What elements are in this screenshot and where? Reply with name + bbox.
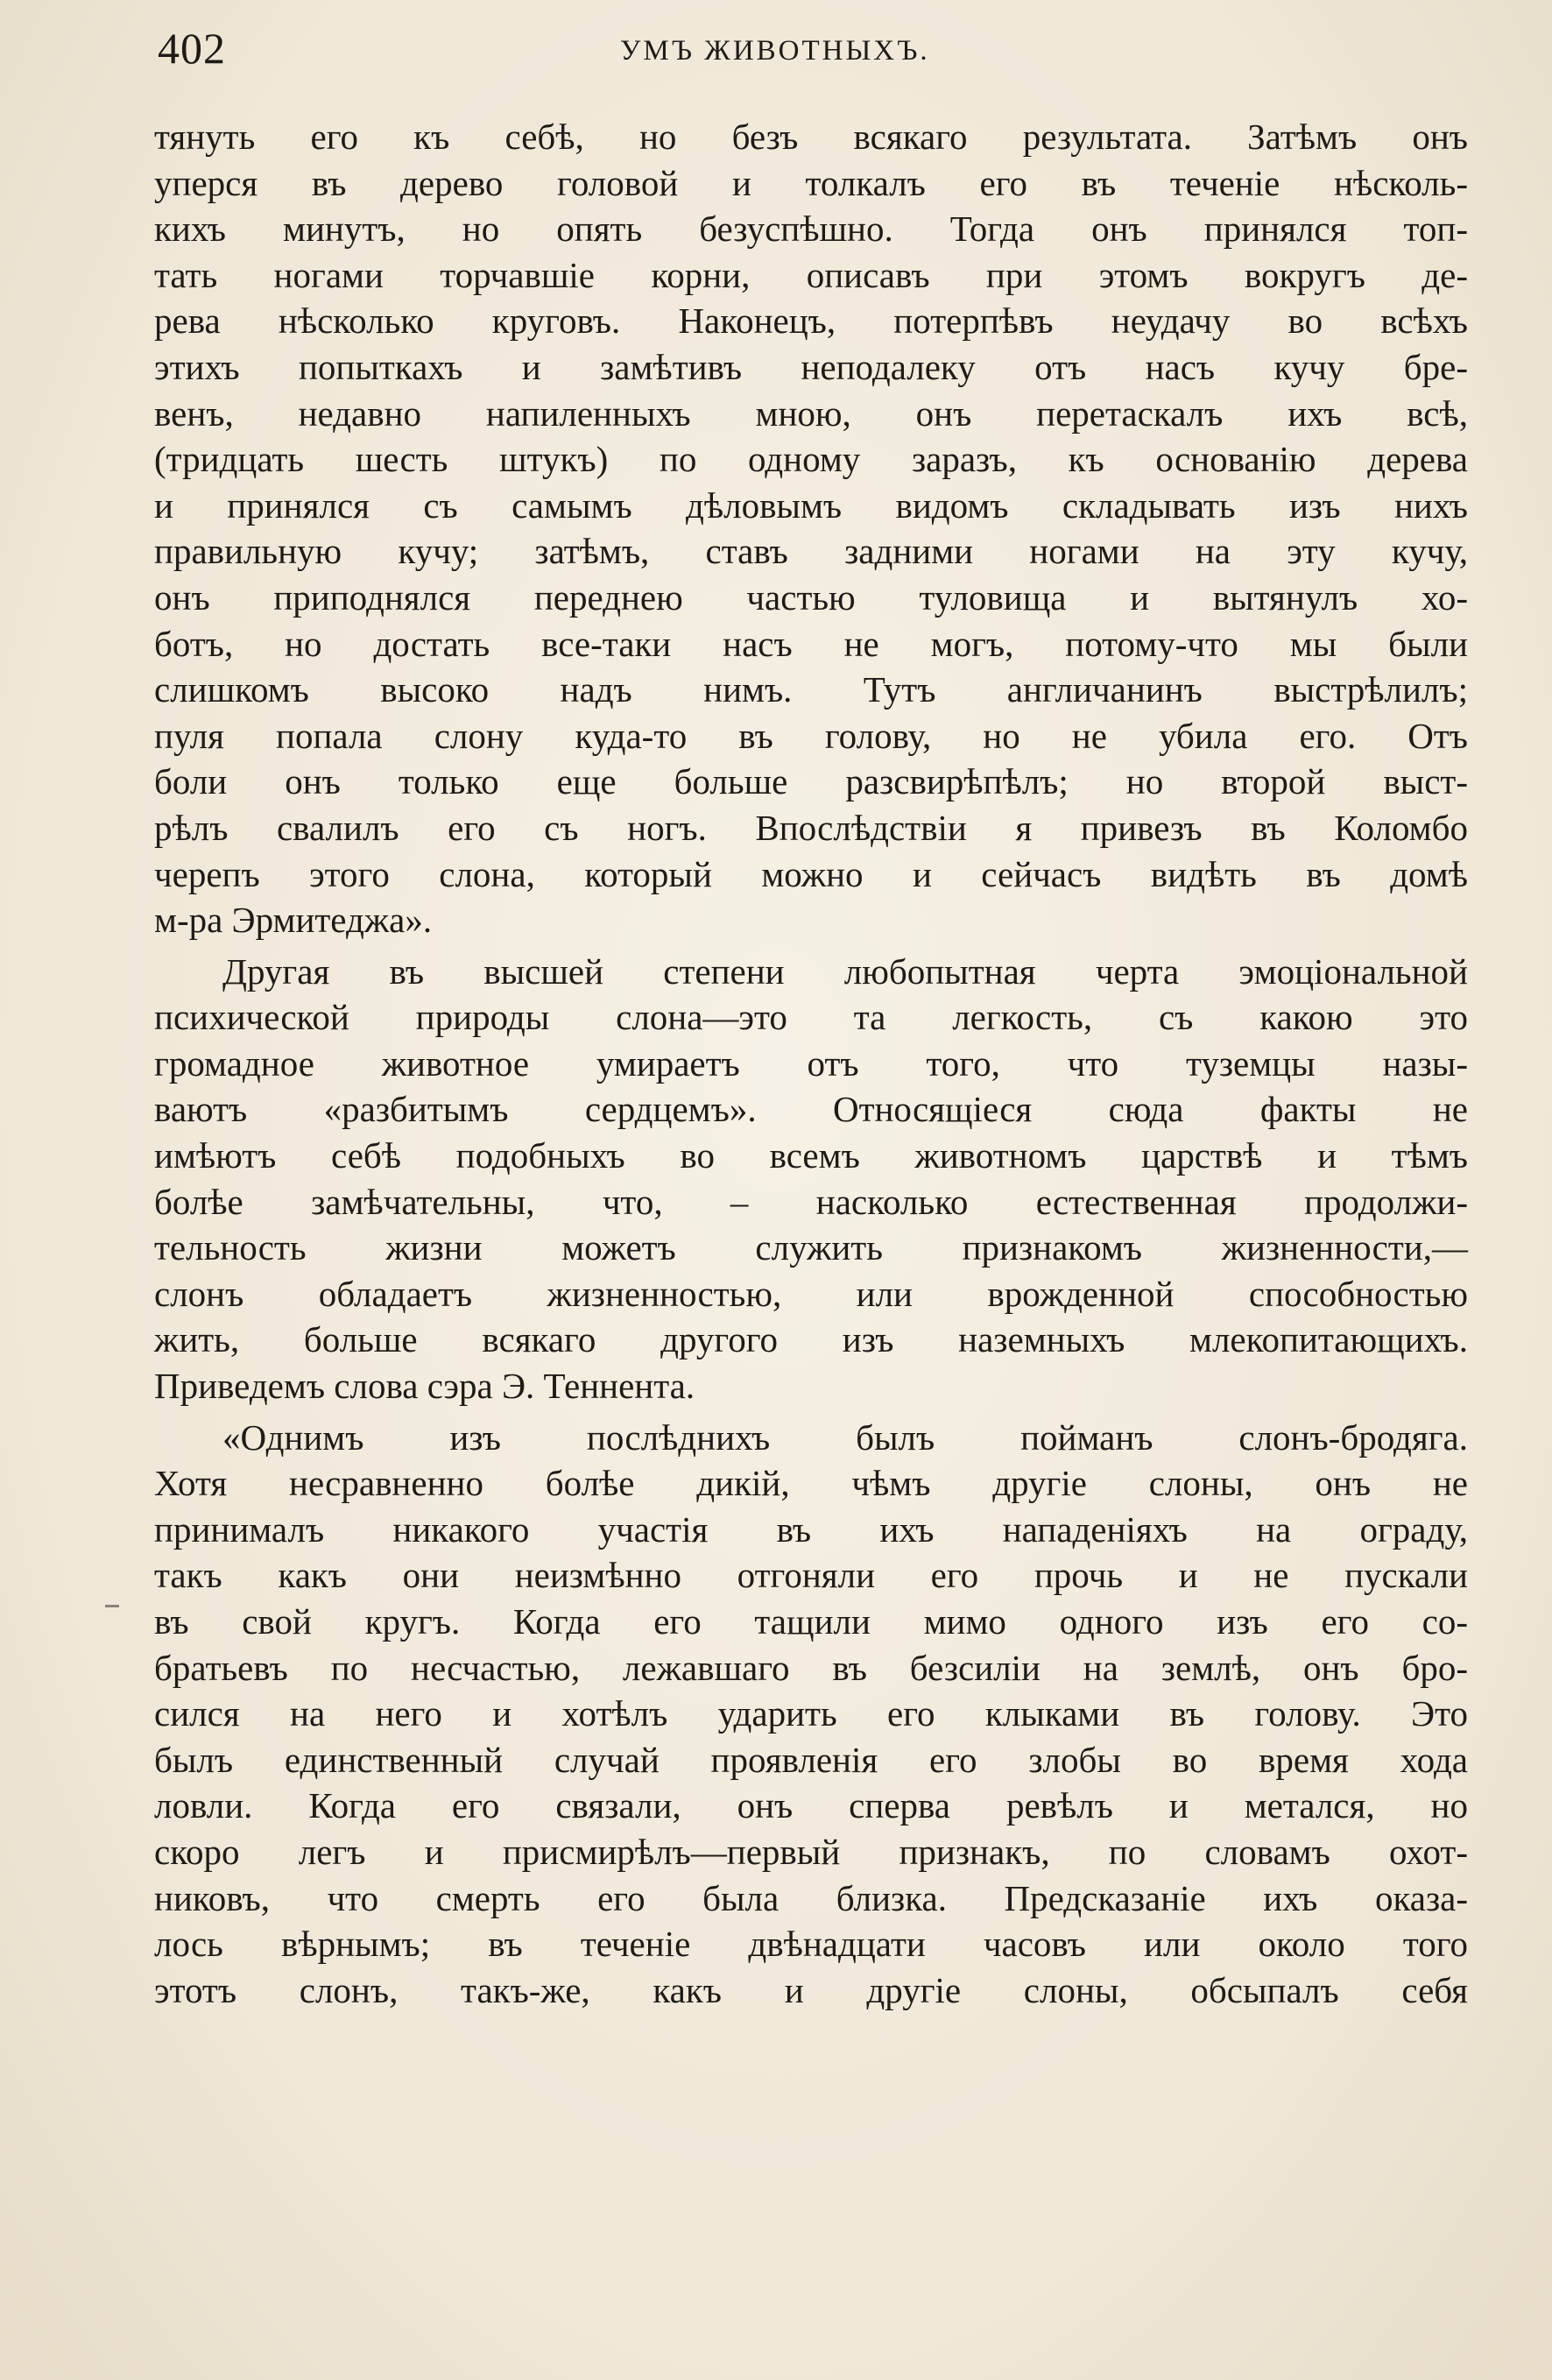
text-line: тельность жизни можетъ служить признакомъ жизненности,— <box>154 1227 1468 1268</box>
text-line: имѣютъ себѣ подобныхъ во всемъ животномъ царствѣ и тѣмъ <box>154 1135 1468 1176</box>
text-line: сился на него и хотѣлъ ударить его клыками въ голову. Это <box>154 1693 1468 1734</box>
text-line: громадное животное умираетъ отъ того, что туземцы назы- <box>154 1042 1468 1084</box>
page-number: 402 <box>158 24 226 73</box>
text-line: правильную кучу; затѣмъ, ставъ задними ногами на эту кучу, <box>154 531 1468 572</box>
paragraph <box>154 114 1468 943</box>
text-line: боли онъ только еще больше разсвирѣпѣлъ; но второй выст- <box>154 761 1468 802</box>
margin-mark <box>105 1605 119 1607</box>
text-line: Хотя несравненно болѣе дикій, чѣмъ другіе слоны, онъ не <box>154 1463 1468 1504</box>
text-line: скоро легъ и присмирѣлъ—первый признакъ, по словамъ охот- <box>154 1831 1468 1872</box>
text-line: уперся въ дерево головой и толкалъ его въ теченіе нѣсколь- <box>154 162 1468 203</box>
text-line: венъ, недавно напиленныхъ мною, онъ перетаскалъ ихъ всѣ, <box>154 392 1468 434</box>
text-line: жить, больше всякаго другого изъ наземныхъ млекопитающихъ. <box>154 1319 1468 1360</box>
text-line: рѣлъ свалилъ его съ ногъ. Впослѣдствіи я привезъ въ Коломбо <box>154 807 1468 848</box>
text-line: и принялся съ самымъ дѣловымъ видомъ складывать изъ нихъ <box>154 484 1468 526</box>
text-line: м-ра Эрмитеджа». <box>154 900 433 941</box>
text-line: ваютъ «разбитымъ сердцемъ». Относящіеся сюда факты не <box>154 1089 1468 1130</box>
text-line: братьевъ по несчастью, лежавшаго въ безсиліи на землѣ, онъ бро- <box>154 1647 1468 1688</box>
paragraph <box>154 949 1468 1409</box>
text-line: никовъ, что смерть его была близка. Предсказаніе ихъ оказа- <box>154 1877 1468 1918</box>
text-line: Приведемъ слова сэра Э. Теннента. <box>154 1366 695 1407</box>
text-line: рева нѣсколько круговъ. Наконецъ, потерпѣвъ неудачу во всѣхъ <box>154 300 1468 342</box>
text-line: слонъ обладаетъ жизненностью, или врожденной способностью <box>154 1273 1468 1314</box>
text-line: тать ногами торчавшіе корни, описавъ при этомъ вокругъ де- <box>154 254 1468 295</box>
text-line: былъ единственный случай проявленія его злобы во время хода <box>154 1739 1468 1780</box>
text-line: онъ приподнялся переднею частью туловища и вытянулъ хо- <box>154 576 1468 618</box>
text-line: этотъ слонъ, такъ-же, какъ и другіе слоны, обсыпалъ себя <box>154 1969 1468 2010</box>
text-line: принималъ никакого участія въ ихъ нападеніяхъ на ограду, <box>154 1508 1468 1550</box>
text-line: ботъ, но достать все-таки насъ не могъ, потому-что мы были <box>154 623 1468 664</box>
text-line: психической природы слона—это та легкость, съ какою это <box>154 997 1468 1038</box>
paragraph <box>154 1415 1468 2014</box>
text-line: слишкомъ высоко надъ нимъ. Тутъ англичанинъ выстрѣлилъ; <box>154 669 1468 710</box>
text-line: въ свой кругъ. Когда его тащили мимо одного изъ его со- <box>154 1601 1468 1642</box>
text-line: пуля попала слону куда-то въ голову, но не убила его. Отъ <box>154 715 1468 756</box>
text-line: (тридцать шесть штукъ) по одному заразъ, къ основанію дерева <box>154 439 1468 480</box>
running-head: УМЪ ЖИВОТНЫХЪ. <box>620 35 930 67</box>
text-line: этихъ попыткахъ и замѣтивъ неподалеку отъ насъ кучу бре- <box>154 346 1468 387</box>
text-line: кихъ минутъ, но опять безуспѣшно. Тогда онъ принялся топ- <box>154 208 1468 250</box>
text-line: лось вѣрнымъ; въ теченіе двѣнадцати часовъ или около того <box>154 1924 1468 1965</box>
text-line: такъ какъ они неизмѣнно отгоняли его прочь и не пускали <box>154 1555 1468 1596</box>
body-text <box>154 114 1468 2013</box>
text-line: ловли. Когда его связали, онъ сперва ревѣлъ и метался, но <box>154 1785 1468 1826</box>
text-line: «Однимъ изъ послѣднихъ былъ пойманъ слонъ-бродяга. <box>222 1416 1468 1458</box>
text-line: Другая въ высшей степени любопытная черта эмоціональной <box>222 950 1468 992</box>
text-line: тянуть его къ себѣ, но безъ всякаго результата. Затѣмъ онъ <box>154 117 1468 157</box>
text-line: болѣе замѣчательны, что, – насколько естественная продолжи- <box>154 1181 1468 1222</box>
text-line: черепъ этого слона, который можно и сейчасъ видѣть въ домѣ <box>154 853 1468 894</box>
page-header <box>158 23 1471 93</box>
